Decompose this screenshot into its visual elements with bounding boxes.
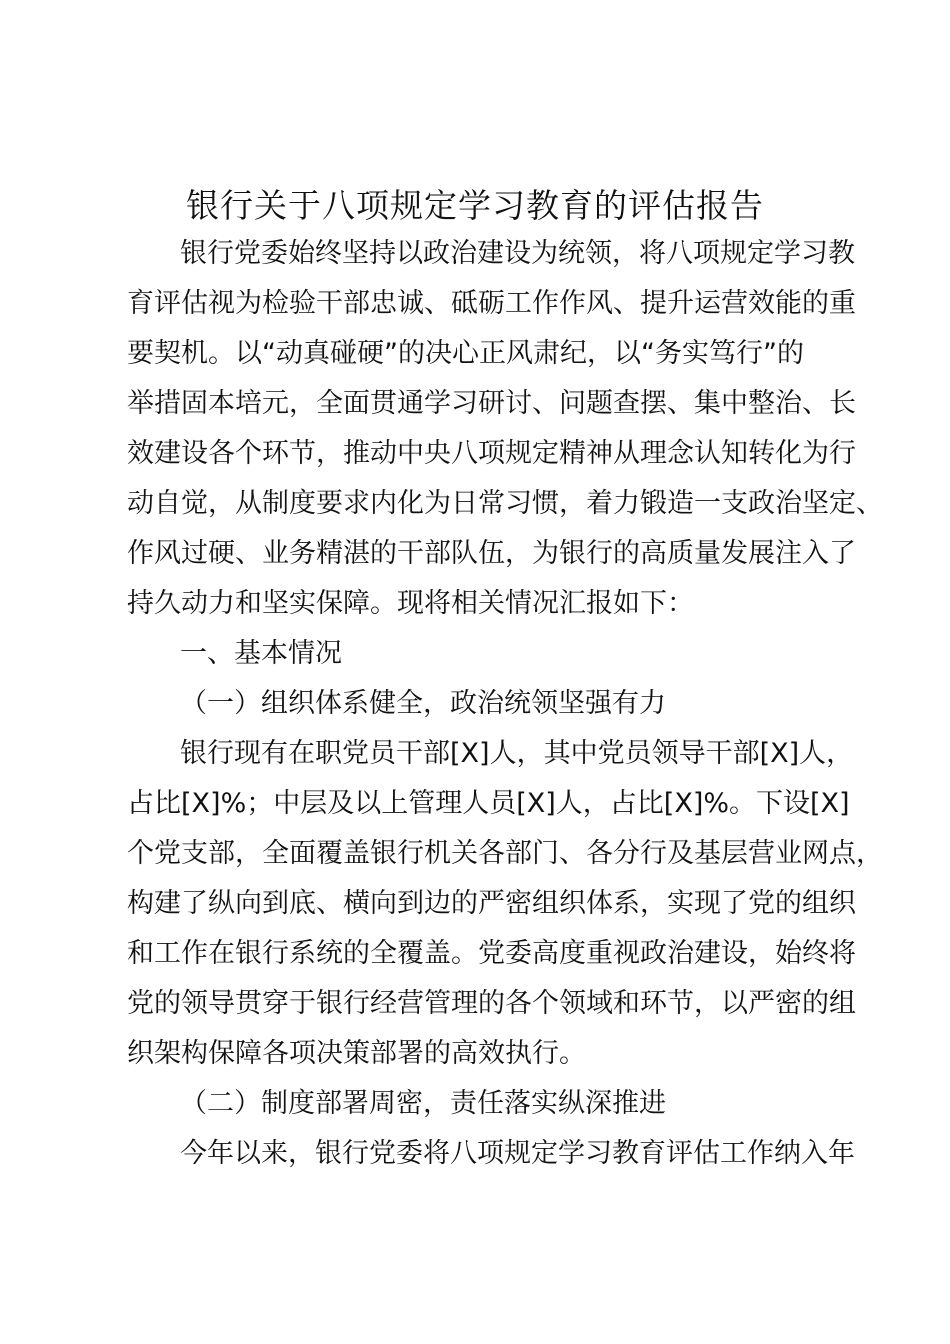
paragraph-line: 个党支部，全面覆盖银行机关各部门、各分行及基层营业网点， bbox=[127, 838, 883, 869]
paragraph-line: 要契机。以“动真碰硬”的决心正风肃纪，以“务实笃行”的 bbox=[127, 338, 804, 369]
paragraph-line: 银行党委始终坚持以政治建设为统领，将八项规定学习教 bbox=[180, 238, 855, 269]
paragraph-line: 动自觉，从制度要求内化为日常习惯，着力锻造一支政治坚定、 bbox=[127, 488, 883, 519]
document-title: 银行关于八项规定学习教育的评估报告 bbox=[186, 186, 764, 225]
paragraph-line: 党的领导贯穿于银行经营管理的各个领域和环节，以严密的组 bbox=[127, 988, 856, 1019]
paragraph-line: 和工作在银行系统的全覆盖。党委高度重视政治建设，始终将 bbox=[127, 938, 856, 969]
paragraph-line: 银行现有在职党员干部[X]人，其中党员领导干部[X]人， bbox=[180, 738, 854, 769]
paragraph-line: 今年以来，银行党委将八项规定学习教育评估工作纳入年 bbox=[180, 1138, 855, 1169]
subsection-heading: （二）制度部署周密，责任落实纵深推进 bbox=[180, 1088, 666, 1119]
paragraph-line: 持久动力和坚实保障。现将相关情况汇报如下： bbox=[127, 588, 694, 619]
paragraph-line: 织架构保障各项决策部署的高效执行。 bbox=[127, 1038, 586, 1069]
paragraph-line: 构建了纵向到底、横向到边的严密组织体系，实现了党的组织 bbox=[127, 888, 856, 919]
paragraph-line: 育评估视为检验干部忠诚、砥砺工作作风、提升运营效能的重 bbox=[127, 288, 856, 319]
paragraph-line: 作风过硬、业务精湛的干部队伍，为银行的高质量发展注入了 bbox=[127, 538, 856, 569]
paragraph-line: 占比[X]%；中层及以上管理人员[X]人，占比[X]%。下设[X] bbox=[127, 788, 850, 819]
paragraph-line: 举措固本培元，全面贯通学习研讨、问题查摆、集中整治、长 bbox=[127, 388, 856, 419]
subsection-heading: （一）组织体系健全，政治统领坚强有力 bbox=[180, 688, 666, 719]
paragraph-line: 效建设各个环节，推动中央八项规定精神从理念认知转化为行 bbox=[127, 438, 856, 469]
section-heading: 一、基本情况 bbox=[180, 638, 342, 669]
